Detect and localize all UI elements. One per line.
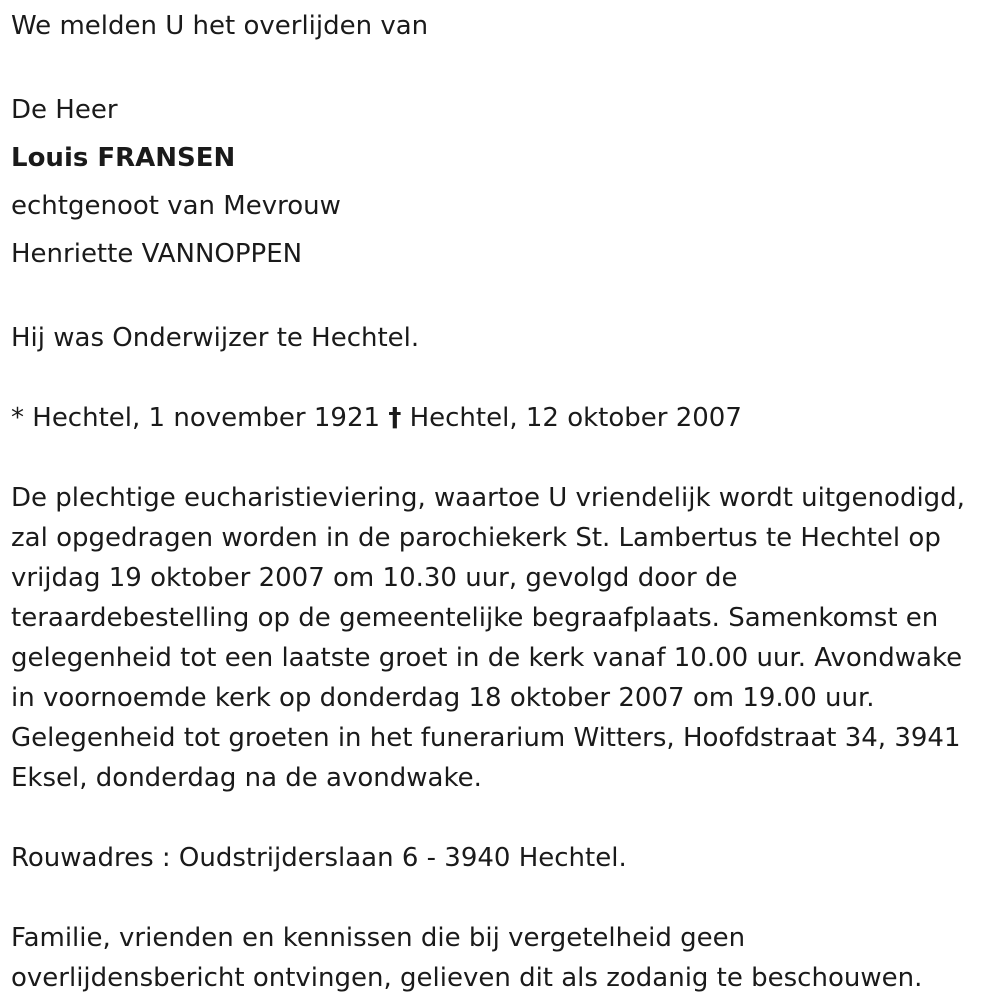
ceremony-line: gelegenheid tot een laatste groet in de kerk vanaf 10.00 uur. Avondwake bbox=[11, 643, 963, 673]
spouse-name: Henriette VANNOPPEN bbox=[11, 239, 303, 269]
spacer bbox=[11, 46, 996, 86]
closing-line: overlijdensbericht ontvingen, gelieven dit als zodanig te beschouwen. bbox=[11, 963, 923, 993]
ceremony-paragraph bbox=[11, 478, 996, 798]
profession-text: Hij was Onderwijzer te Hechtel. bbox=[11, 323, 420, 353]
life-dates bbox=[11, 398, 996, 438]
birth-date: * Hechtel, 1 november 1921 bbox=[11, 403, 381, 433]
death-date: Hechtel, 12 oktober 2007 bbox=[409, 403, 742, 433]
spacer bbox=[11, 438, 996, 478]
ceremony-line: vrijdag 19 oktober 2007 om 10.30 uur, gevolgd door de bbox=[11, 563, 738, 593]
cross-icon: † bbox=[388, 403, 402, 433]
spouse-intro: echtgenoot van Mevrouw bbox=[11, 191, 341, 221]
death-notice bbox=[11, 6, 996, 998]
ceremony-line: Gelegenheid tot groeten in het funerarium Witters, Hoofdstraat 34, 3941 bbox=[11, 723, 961, 753]
ceremony-line: zal opgedragen worden in de parochiekerk St. Lambertus te Hechtel op bbox=[11, 523, 941, 553]
deceased-name: Louis FRANSEN bbox=[11, 143, 236, 173]
ceremony-line: De plechtige eucharistieviering, waartoe U vriendelijk wordt uitgenodigd, bbox=[11, 483, 965, 513]
spacer bbox=[11, 358, 996, 398]
closing-line: Familie, vrienden en kennissen die bij vergetelheid geen bbox=[11, 923, 746, 953]
spacer bbox=[11, 278, 996, 318]
ceremony-line: in voornoemde kerk op donderdag 18 oktober 2007 om 19.00 uur. bbox=[11, 683, 875, 713]
intro-text: We melden U het overlijden van bbox=[11, 11, 429, 41]
mourning-address: Rouwadres : Oudstrijderslaan 6 - 3940 Hechtel. bbox=[11, 843, 627, 873]
ceremony-line: Eksel, donderdag na de avondwake. bbox=[11, 763, 482, 793]
honorific: De Heer bbox=[11, 95, 118, 125]
ceremony-line: teraardebestelling op de gemeentelijke begraafplaats. Samenkomst en bbox=[11, 603, 939, 633]
closing-paragraph bbox=[11, 918, 996, 998]
spacer bbox=[11, 878, 996, 918]
spacer bbox=[11, 798, 996, 838]
